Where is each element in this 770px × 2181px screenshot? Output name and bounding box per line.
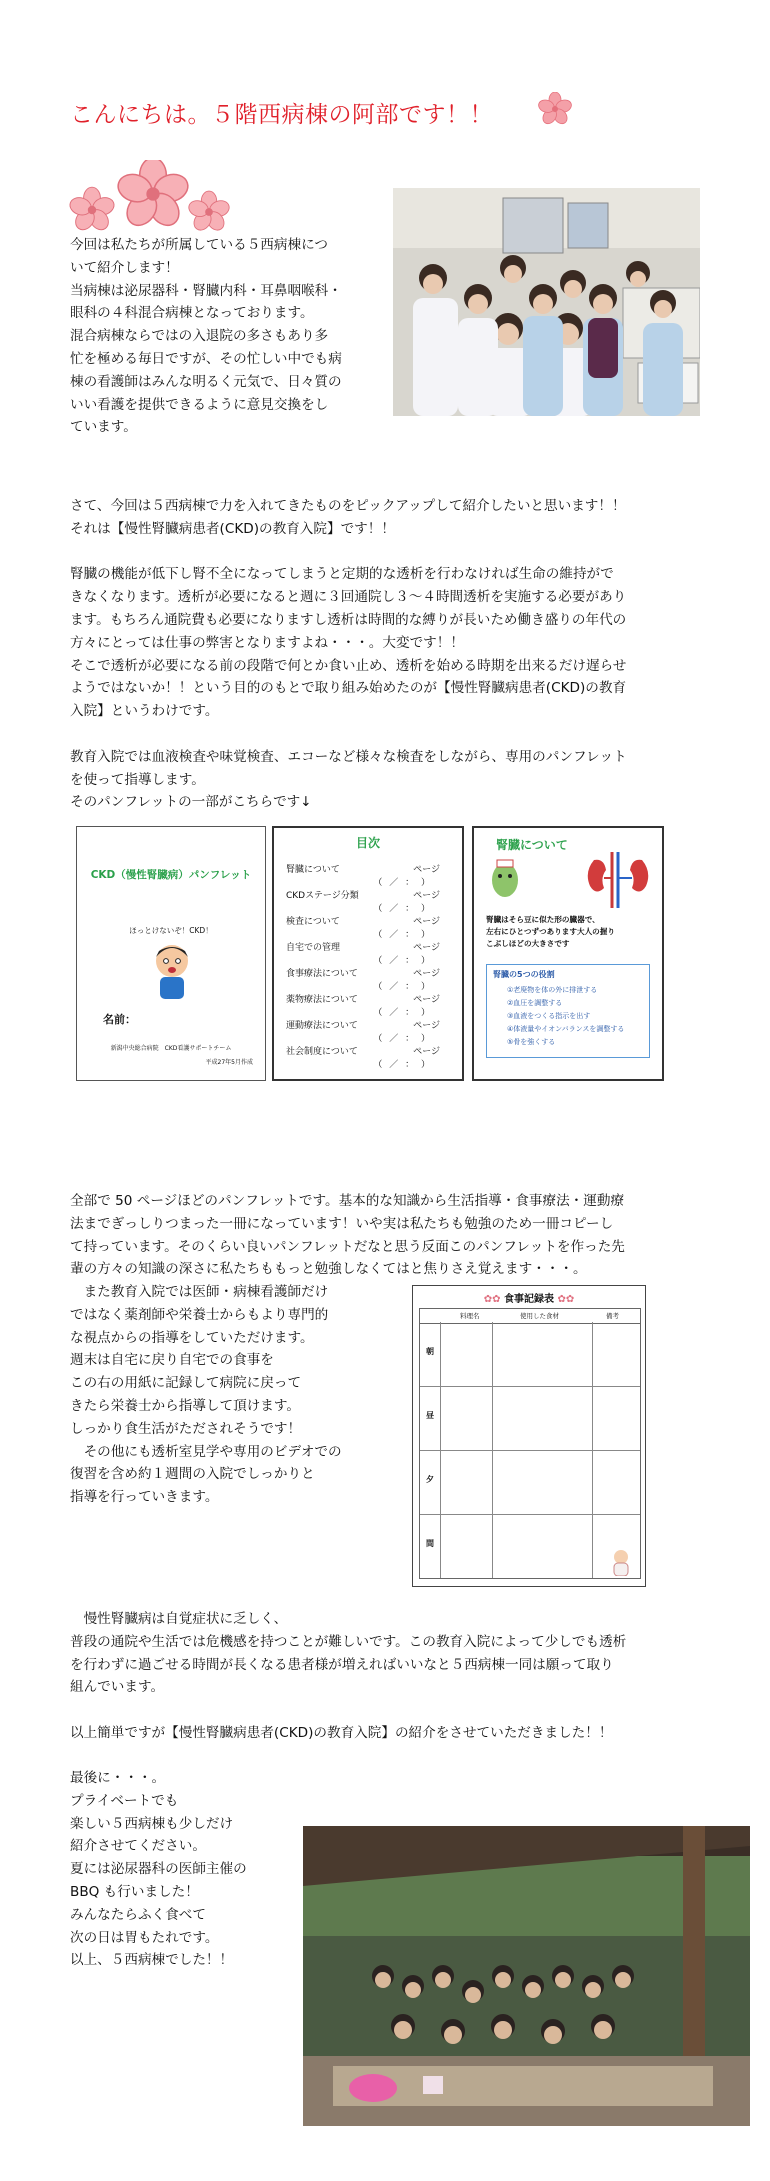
text-line: 全部で 50 ページほどのパンフレットです。基本的な知識から生活指導・食事療法・運動療 — [70, 1193, 625, 1209]
text-line — [70, 723, 710, 746]
kidney-description: 腎臓はそら豆に似た形の臓器で、 左右にひとつずつあります大人の握り こぶしほどの大きさです — [486, 915, 615, 948]
text-line: を使って指導します。 — [70, 771, 205, 788]
toc-row: CKDステージ分類 ページ （ ／ ： ） — [286, 891, 440, 914]
text-line: きなくなります。透析が必要になると週に３回通院し３～４時間透析を実施する必要があり — [70, 589, 627, 606]
bbq-photo — [303, 1826, 750, 2126]
text-line: そのパンフレットの一部がこちらです↓ — [70, 794, 312, 811]
pamphlet-cover — [76, 826, 266, 1081]
toc-row: 食事療法について ページ （ ／ ： ） — [286, 969, 440, 992]
intro-paragraph — [70, 234, 400, 439]
text-line: な視点からの指導をしていただけます。 — [70, 1329, 314, 1346]
intro-line: 混合病棟ならではの入退院の多さもあり多 — [70, 328, 329, 345]
nurse-illustration-icon — [488, 858, 522, 900]
text-line: この右の用紙に記録して病院に戻って — [70, 1375, 302, 1392]
intro-line: 眼科の４科混合病棟となっております。 — [70, 305, 314, 322]
toc-row: 運動療法について ページ （ ／ ： ） — [286, 1021, 440, 1044]
text-line: 方々にとっては仕事の弊害となりますよね・・・。大変です！！ — [70, 634, 464, 651]
text-line: 夏には泌尿器科の医師主催の — [70, 1861, 247, 1878]
kidney-illustration-icon — [582, 852, 654, 908]
text-line: 週末は自宅に戻り自宅での食事を — [70, 1352, 274, 1369]
meal-row-label: 間 — [426, 1539, 434, 1548]
pamphlet-footer: 新潟中央総合病院 CKD看護サポートチーム — [110, 1045, 232, 1052]
text-line: それは【慢性腎臓病患者(CKD)の教育入院】です！！ — [70, 520, 395, 537]
toc-title: 目次 — [355, 836, 380, 850]
text-line: を行わずに過ごせる時間が長くなる患者様が増えればいいなと５西病棟一同は願って取り — [70, 1656, 614, 1673]
pamphlet-toc — [272, 826, 464, 1081]
intro-line: 今回は私たちが所属している５西病棟につ — [70, 237, 329, 253]
text-line: プライベートでも — [70, 1792, 179, 1809]
meal-form-title: ✿✿ 食事記録表 ✿✿ — [483, 1294, 575, 1305]
text-line: きたら栄養士から指導して頂けます。 — [70, 1397, 301, 1414]
text-line: ようではないか！！という目的のもとで取り組み始めたのが【慢性腎臓病患者(CKD)の教育 — [70, 680, 627, 697]
meal-record-form — [412, 1285, 646, 1587]
text-line — [70, 1699, 710, 1722]
text-line: しっかり食生活がただされそうです！ — [70, 1420, 302, 1437]
closing-paragraph — [70, 1767, 310, 1972]
text-line: 楽しい５西病棟も少しだけ — [70, 1815, 234, 1832]
text-line: ます。もちろん通院費も必要になりますし透析は時間的な縛りが長いため働き盛りの年代の — [70, 611, 627, 628]
text-line: ではなく薬剤師や栄養士からもより専門的 — [70, 1306, 329, 1323]
boy-illustration-icon — [147, 939, 197, 1001]
text-line: 慢性腎臓病は自覚症状に乏しく、 — [70, 1611, 288, 1627]
pamphlet-date: 平成27年5月作成 — [205, 1059, 253, 1066]
text-line: て持っています。そのくらい良いパンフレットだなと思う反面このパンフレットを作った先 — [70, 1238, 625, 1255]
pamphlet-kidney — [472, 826, 664, 1081]
pamphlet-cover-caption: ほっとけないぞ！CKD！ — [129, 926, 213, 935]
nurse-small-icon — [609, 1548, 633, 1576]
page-title — [70, 96, 493, 129]
text-line: さて、今回は５西病棟で力を入れてきたものをピックアップして紹介したいと思います！！ — [70, 498, 626, 514]
intro-line: いて紹介します！ — [70, 259, 179, 276]
toc-row: 薬物療法について ページ （ ／ ： ） — [286, 995, 440, 1018]
text-line: BBQ も行いました！ — [70, 1883, 199, 1900]
toc-row: 自宅での管理 ページ （ ／ ： ） — [286, 943, 440, 966]
text-line: 以上、５西病棟でした！！ — [70, 1952, 234, 1969]
sakura-cluster-icon — [68, 160, 238, 232]
meal-row-label: 昼 — [426, 1411, 434, 1420]
intro-line: 忙を極める毎日ですが、その忙しい中でも病 — [70, 350, 342, 367]
pamphlet-paragraph — [70, 1190, 710, 1281]
sakura-icon — [538, 92, 572, 126]
text-line: また教育入院では医師・病棟看護師だけ — [70, 1284, 329, 1300]
education-paragraph — [70, 1281, 410, 1509]
text-line: 復習を含め約１週間の入院でしっかりと — [70, 1466, 315, 1483]
staff-photo — [393, 188, 700, 416]
roles-title: 腎臓の5つの役割 — [493, 970, 555, 979]
intro-line: ています。 — [70, 419, 137, 436]
meal-row-label: 朝 — [426, 1347, 434, 1356]
text-line: 入院】というわけです。 — [70, 703, 219, 720]
cause-paragraph — [70, 495, 710, 814]
title-text: こんにちは。５階西病棟の阿部です！！ — [70, 102, 493, 128]
text-line: 輩の方々の知識の深さに私たちももっと勉強しなくてはと焦りさえ覚えます・・・。 — [70, 1261, 587, 1278]
text-line: 腎臓の機能が低下し腎不全になってしまうと定期的な透析を行わなければ生命の維持がで — [70, 566, 614, 583]
meal-form-header: 料理名 使用した食材 備考 — [419, 1308, 641, 1324]
text-line: 指導を行っていきます。 — [70, 1489, 219, 1506]
intro-line: 当病棟は泌尿器科・腎臓内科・耳鼻咽喉科・ — [70, 282, 342, 299]
text-line: 法までぎっしりつまった一冊になっています！いや実は私たちも勉強のため一冊コピーし — [70, 1215, 614, 1232]
text-line: 次の日は胃もたれです。 — [70, 1929, 219, 1946]
text-line: みんなたらふく食べて — [70, 1906, 206, 1923]
text-line: 組んでいます。 — [70, 1679, 165, 1696]
meal-row-label: 夕 — [426, 1475, 434, 1484]
text-line: その他にも透析室見学や専用のビデオでの — [70, 1443, 342, 1460]
text-line: 教育入院では血液検査や味覚検査、エコーなど様々な検査をしながら、専用のパンフレット — [70, 748, 627, 765]
intro-line: 棟の看護師はみんな明るく元気で、日々質の — [70, 373, 342, 390]
toc-row: 腎臓について ページ （ ／ ： ） — [286, 865, 440, 888]
text-line: 紹介させてください。 — [70, 1838, 206, 1855]
roles-list: ①老廃物を体の外に排泄する ②血圧を調整する ③血液をつくる指示を出す ④体液量やイオンバランスを調整する ⑤骨を強くする — [507, 986, 625, 1046]
pamphlet-name-label: 名前： — [103, 1013, 136, 1026]
text-line — [70, 541, 710, 564]
toc-row: 社会制度について ページ （ ／ ： ） — [286, 1047, 440, 1070]
meal-form-body — [419, 1322, 641, 1579]
text-line: 普段の通院や生活では危機感を持つことが難しいです。この教育入院によって少しでも透析 — [70, 1633, 627, 1650]
kidney-roles-box — [486, 964, 650, 1058]
intro-line: いい看護を提供できるように意見交換をし — [70, 396, 329, 413]
text-line: そこで透析が必要になる前の段階で何とか食い止め、透析を始める時期を出来るだけ遅らせ — [70, 657, 627, 674]
summary-paragraph — [70, 1608, 710, 1745]
pamphlet-cover-title: CKD（慢性腎臓病）パンフレット — [90, 869, 252, 881]
text-line: 以上簡単ですが【慢性腎臓病患者(CKD)の教育入院】の紹介をさせていただきました！！ — [70, 1724, 613, 1741]
kidney-title: 腎臓について — [496, 838, 568, 852]
toc-row: 検査について ページ （ ／ ： ） — [286, 917, 440, 940]
text-line: 最後に・・・。 — [70, 1770, 166, 1786]
